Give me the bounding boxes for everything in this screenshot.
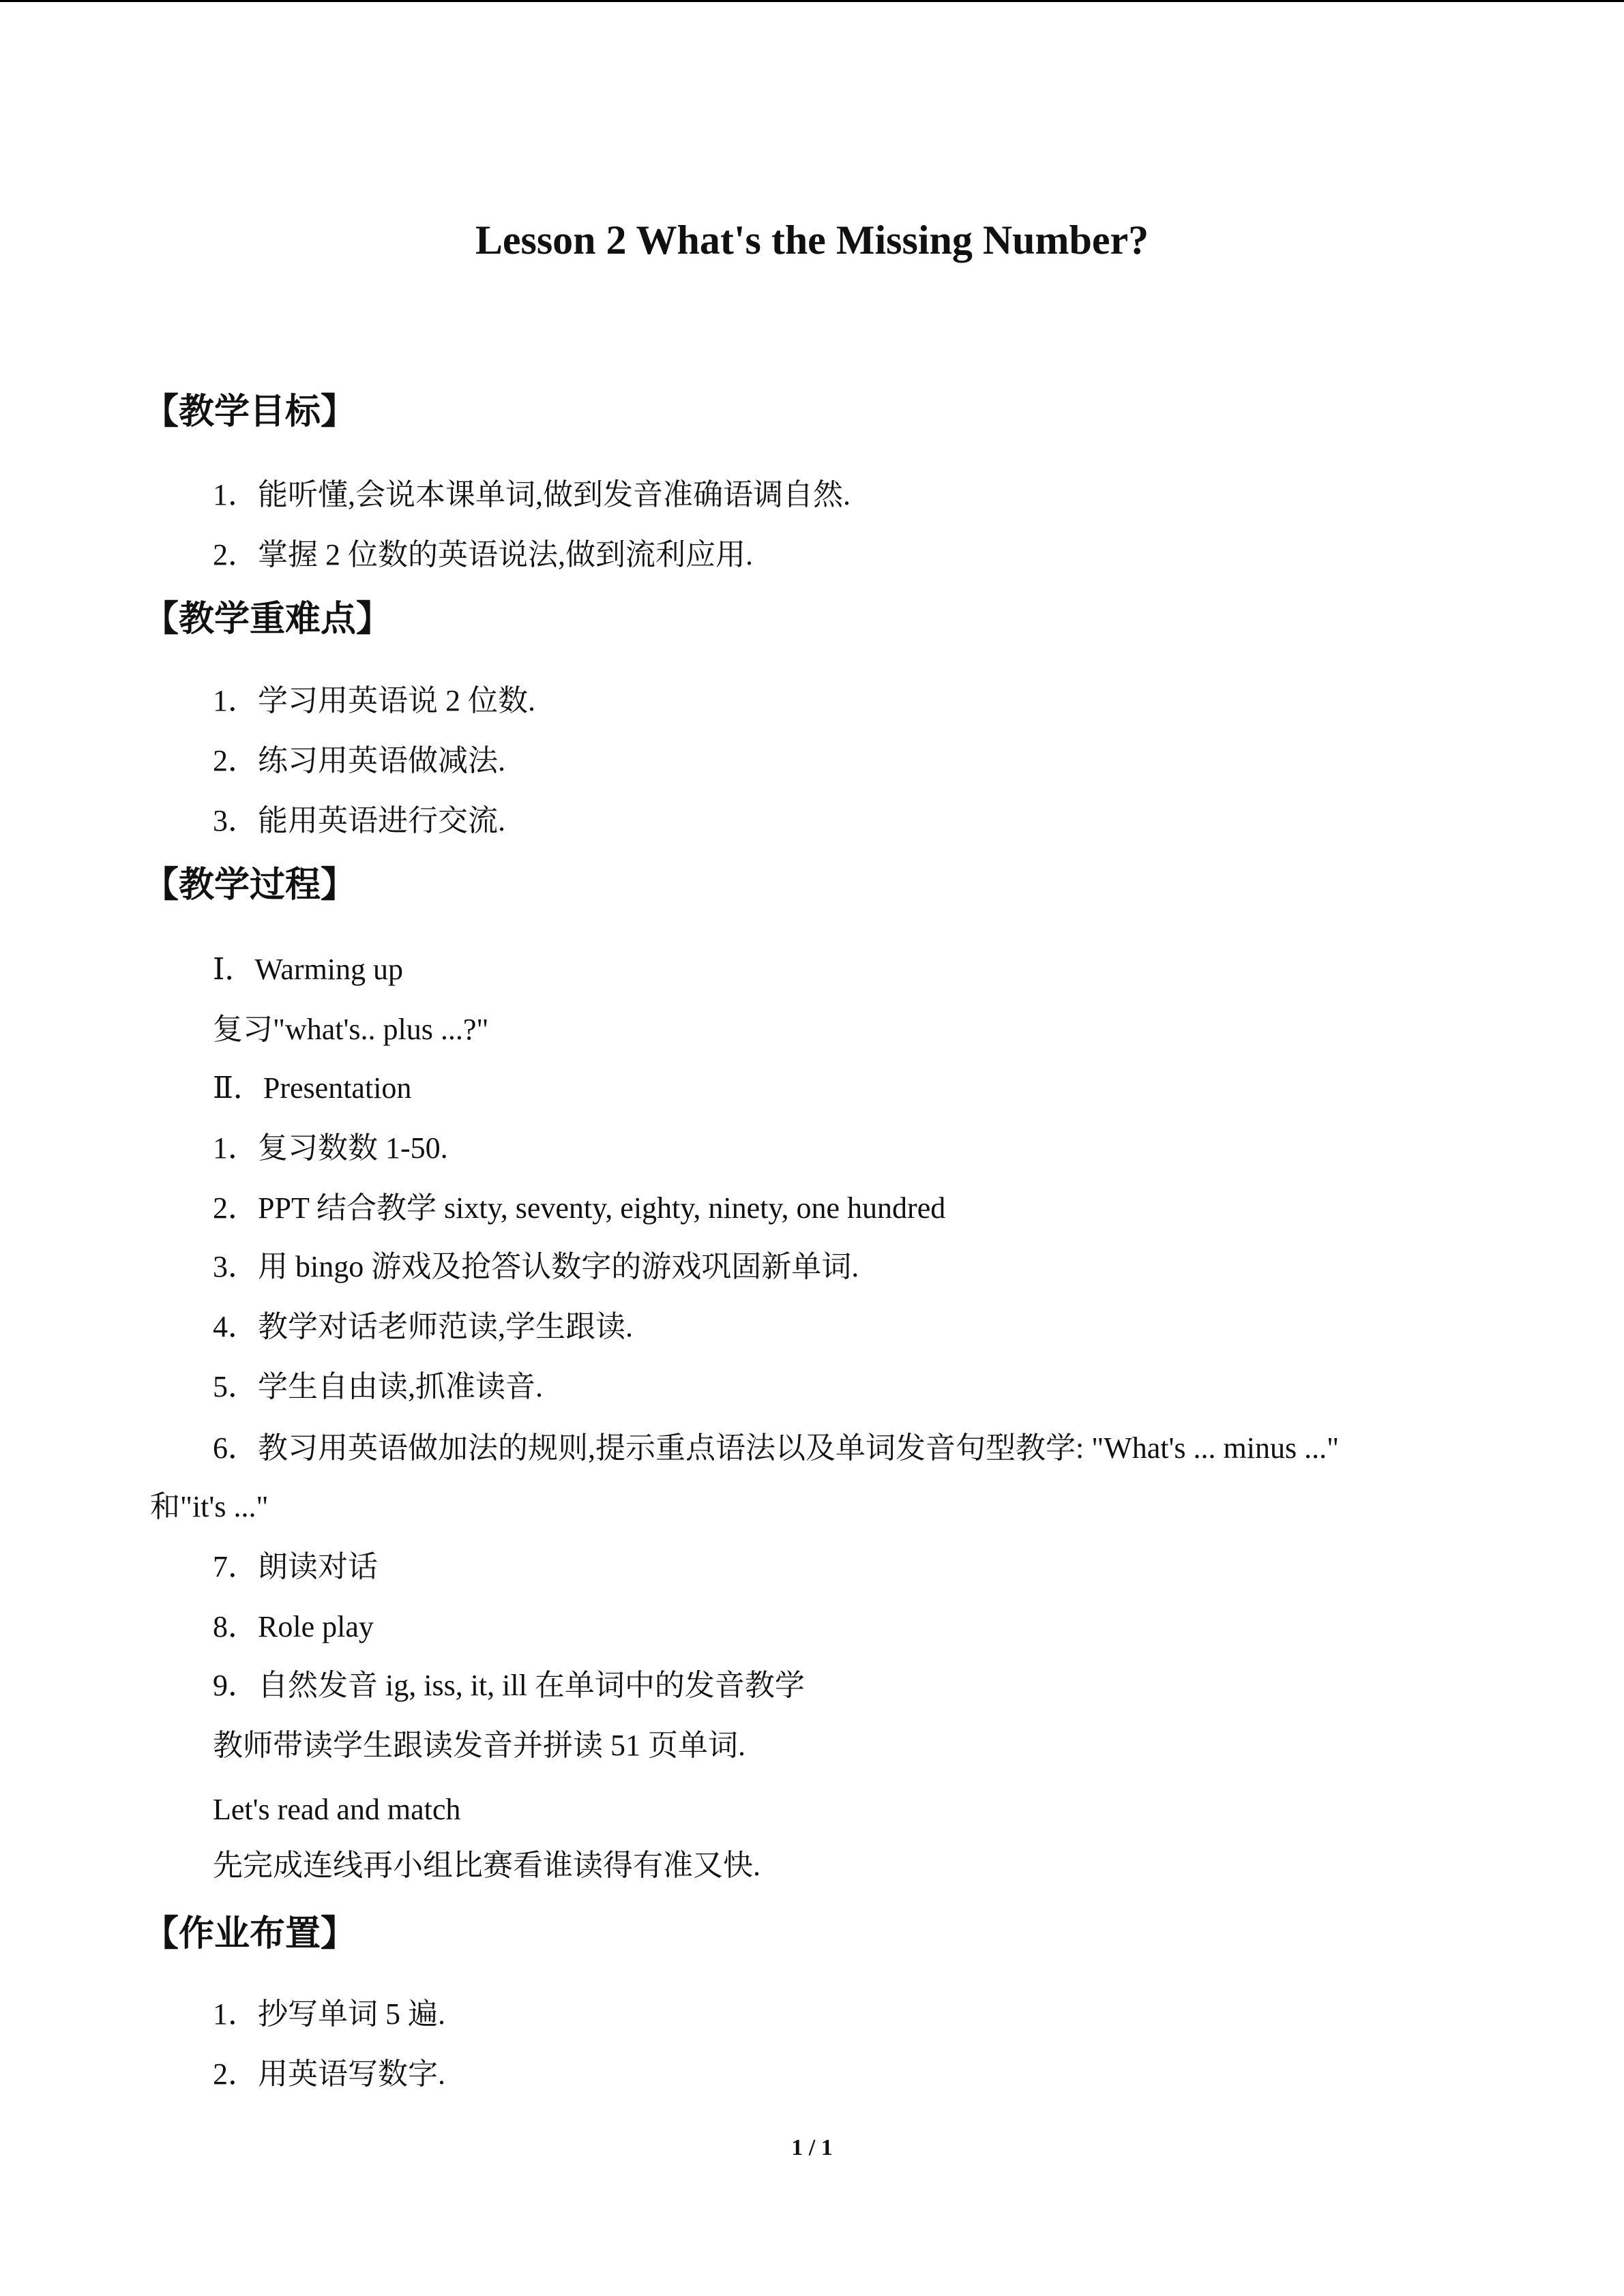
process-step-3: 3．用 bingo 游戏及抢答认数字的游戏巩固新单词. (213, 1250, 859, 1283)
section-heading-homework: 【作业布置】 (143, 1913, 357, 1954)
document-title: Lesson 2 What's the Missing Number? (475, 218, 1149, 263)
key-point-item-1: 1．学习用英语说 2 位数. (213, 684, 535, 717)
top-border-line (0, 0, 1624, 2)
process-line-group-contest: 先完成连线再小组比赛看谁读得有准又快. (213, 1849, 761, 1882)
section-heading-objectives: 【教学目标】 (143, 391, 357, 432)
process-step-2: 2．PPT 结合教学 sixty, seventy, eighty, ninety, one hundred (213, 1191, 946, 1225)
process-step-6: 6．教习用英语做加法的规则,提示重点语法以及单词发音句型教学: "What's ... minus ..." (213, 1431, 1340, 1465)
key-point-item-3: 3．能用英语进行交流. (213, 804, 505, 837)
process-step-6-continued: 和"it's ..." (150, 1490, 269, 1523)
process-step-7: 7．朗读对话 (213, 1550, 378, 1583)
homework-item-1: 1．抄写单词 5 遍. (213, 1997, 445, 2031)
process-line-read-and-match: Let's read and match (213, 1793, 461, 1826)
process-line-warming-up: Ⅰ．Warming up (213, 953, 404, 986)
process-step-4: 4．教学对话老师范读,学生跟读. (213, 1310, 633, 1343)
process-line-review: 复习"what's.. plus ...?" (213, 1013, 489, 1046)
section-heading-key-points: 【教学重难点】 (143, 599, 392, 640)
page-number: 1 / 1 (791, 2135, 833, 2160)
process-step-8: 8．Role play (213, 1610, 374, 1643)
objective-item-2: 2．掌握 2 位数的英语说法,做到流利应用. (213, 538, 753, 571)
section-heading-process: 【教学过程】 (143, 865, 357, 906)
process-line-teacher-reading: 教师带读学生跟读发音并拼读 51 页单词. (213, 1729, 745, 1762)
key-point-item-2: 2．练习用英语做减法. (213, 744, 505, 777)
process-step-1: 1．复习数数 1-50. (213, 1131, 448, 1165)
process-step-5: 5．学生自由读,抓准读音. (213, 1370, 543, 1403)
process-step-9: 9．自然发音 ig, iss, it, ill 在单词中的发音教学 (213, 1669, 805, 1702)
objective-item-1: 1．能听懂,会说本课单词,做到发音准确语调自然. (213, 478, 851, 511)
homework-item-2: 2．用英语写数字. (213, 2057, 445, 2091)
process-line-presentation: Ⅱ．Presentation (213, 1071, 412, 1105)
